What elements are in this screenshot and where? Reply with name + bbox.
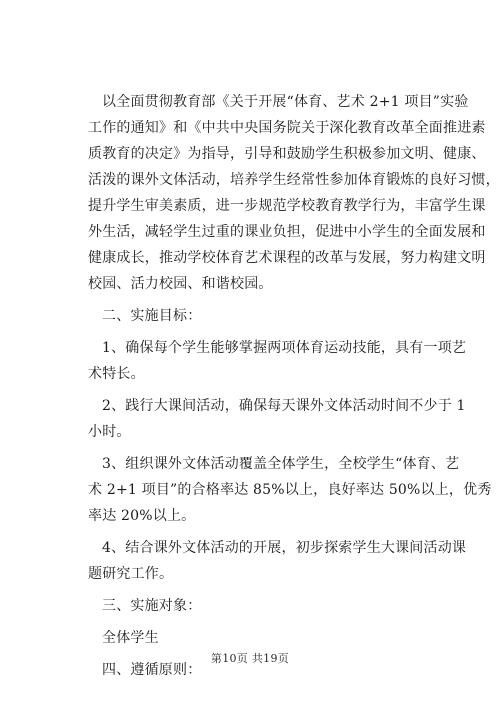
text-line: 活泼的课外文体活动，培养学生经常性参加体育锻炼的良好习惯， <box>88 172 500 188</box>
text-line: 4、结合课外文体活动的开展，初步探索学生大课间活动课 <box>102 540 467 556</box>
section-3-heading <box>88 593 438 619</box>
page-footer <box>0 650 500 666</box>
text-line: 健康成长，推动学校体育艺术课程的改革与发展，努力构建文明 <box>88 250 486 266</box>
section-2-heading <box>88 303 438 329</box>
text-line: 1、确保每个学生能够掌握两项体育运动技能，具有一项艺 <box>102 340 467 356</box>
heading-text: 三、实施对象： <box>102 598 202 614</box>
text-line: 3、组织课外文体活动覆盖全体学生，全校学生“体育、艺 <box>102 456 460 472</box>
text-line: 术 2+1 项目”的合格率达 85%以上，良好率达 50%以上，优秀 <box>88 482 492 498</box>
text-line: 2、践行大课间活动，确保每天课外文体活动时间不少于 1 <box>102 398 466 414</box>
text-line: 工作的通知》和《中共中央国务院关于深化教育改革全面推进素 <box>88 120 486 136</box>
intro-paragraph <box>88 89 500 297</box>
text-line: 术特长。 <box>88 366 145 382</box>
text-line: 以全面贯彻教育部《关于开展“体育、艺术 2+1 项目”实验 <box>102 94 469 110</box>
goal-2 <box>88 393 466 445</box>
goal-4 <box>88 535 467 587</box>
heading-text: 二、实施目标： <box>102 308 202 324</box>
text-line: 外生活，减轻学生过重的课业负担，促进中小学生的全面发展和 <box>88 224 486 240</box>
text-line: 率达 20%以上。 <box>88 508 196 524</box>
text-line: 小时。 <box>88 424 131 440</box>
page-number-label: 第10页 共19页 <box>210 652 290 665</box>
goal-3 <box>88 451 492 529</box>
text-line: 质教育的决定》为指导，引导和鼓励学生积极参加文明、健康、 <box>88 146 486 162</box>
text-line: 题研究工作。 <box>88 566 174 582</box>
text-line: 校园、活力校园、和谐校园。 <box>88 276 273 292</box>
heading-text: 四、遵循原则： <box>102 662 202 678</box>
document-body <box>88 89 500 683</box>
section-3-body <box>88 625 438 651</box>
text-line: 提升学生审美素质，进一步规范学校教育教学行为，丰富学生课 <box>88 198 486 214</box>
goal-1 <box>88 335 467 387</box>
text-line: 全体学生 <box>102 630 159 646</box>
